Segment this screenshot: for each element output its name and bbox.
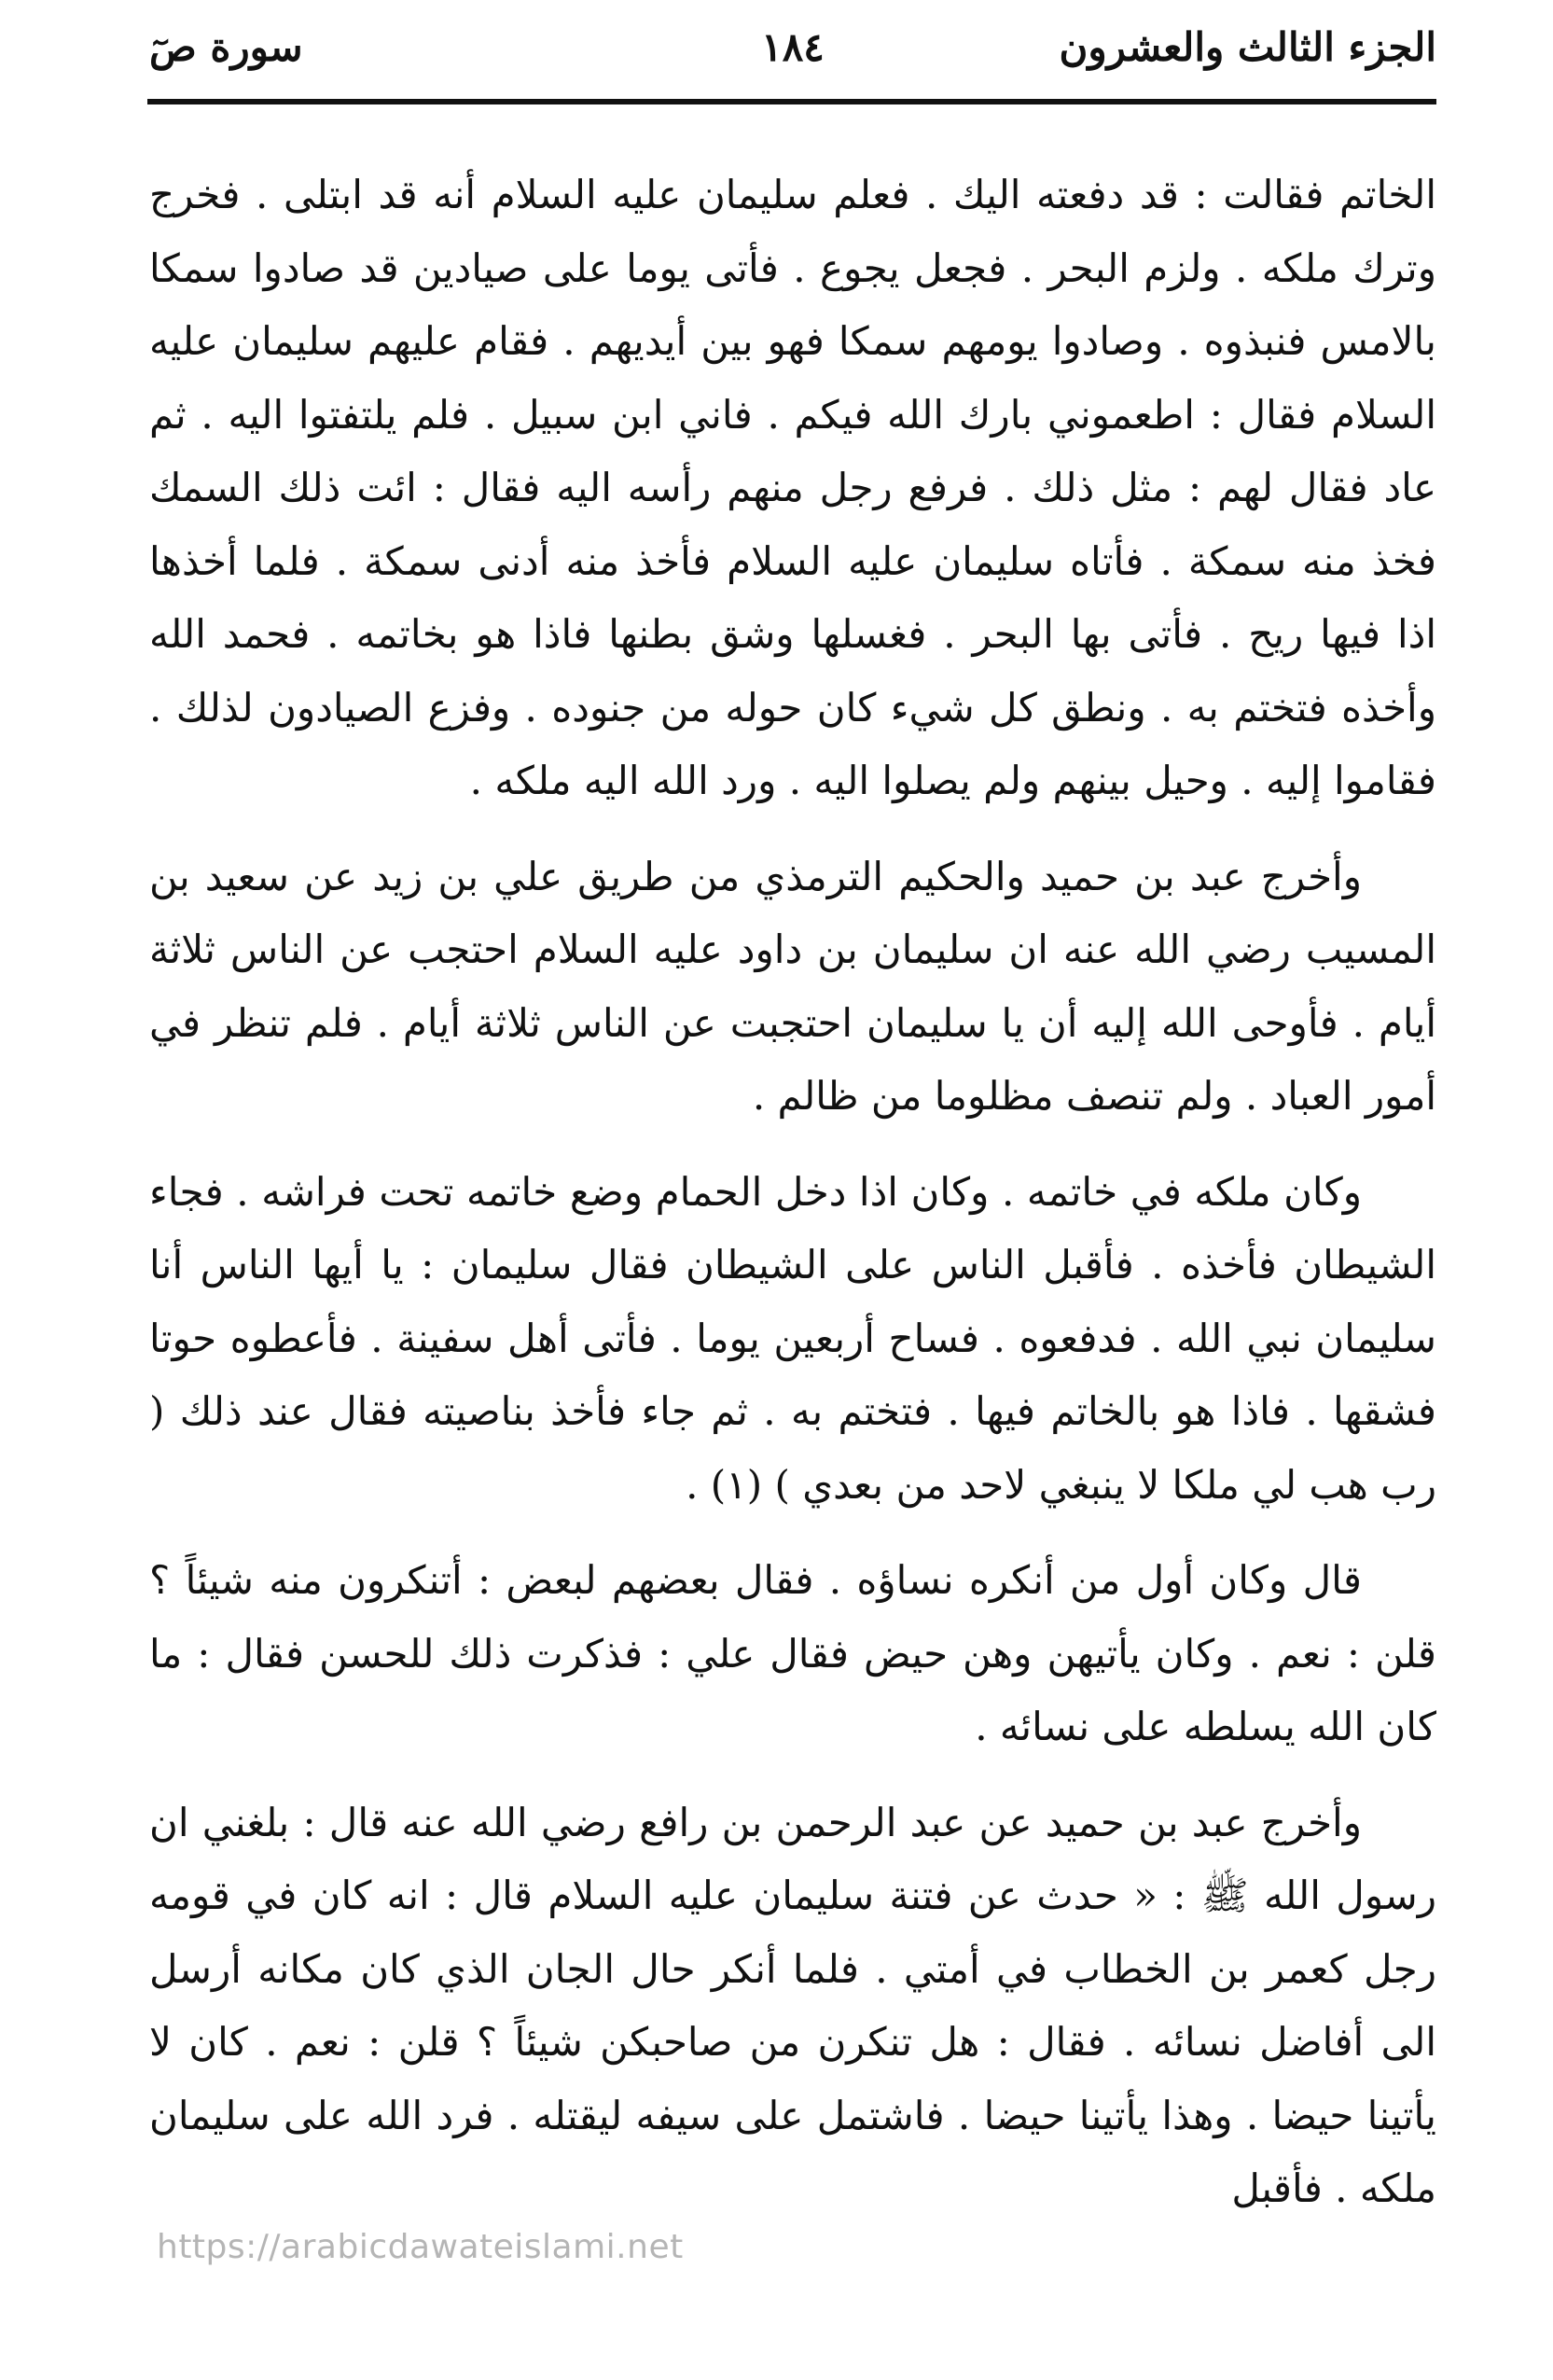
paragraph-5: وأخرج عبد بن حميد عن عبد الرحمن بن رافع رضي الله عنه قال : بلغني ان رسول الله ﷺ : « حدث عن فتنة سليمان عليه السلام قال : انه كان في قومه رجل كعمر بن الخطاب في أمتي . فلما أنكر حال الجان الذي كان مكانه أرسل الى أفاضل نسائه . فقال : هل تنكرن من صاحبكن شيئاً ؟ قلن : نعم . كان لا يأتينا حيضا . وهذا يأتينا حيضا . فاشتمل على سيفه ليقتله . فرد الله على سليمان ملكه . فأقبل	[149, 1799, 1436, 2211]
header-rule	[147, 99, 1436, 104]
paragraph-1: الخاتم فقالت : قد دفعته اليك . فعلم سليمان عليه السلام أنه قد ابتلى . فخرج وترك ملكه . ولزم البحر . فجعل يجوع . فأتى يوما على صيادين قد صادوا سمكا بالامس فنبذوه . وصادوا يومهم سمكا فهو بين أيديهم . فقام عليهم سليمان عليه السلام فقال : اطعموني بارك الله فيكم . فاني ابن سبيل . فلم يلتفتوا اليه . ثم عاد فقال لهم : مثل ذلك . فرفع رجل منهم رأسه اليه فقال : ائت ذلك السمك فخذ منه سمكة . فأتاه سليمان عليه السلام فأخذ منه أدنى سمكة . فلما أخذها اذا فيها ريح . فأتى بها البحر . فغسلها وشق بطنها فاذا هو بخاتمه . فحمد الله وأخذه فتختم به . ونطق كل شيء كان حوله من جنوده . وفزع الصيادون لذلك . فقاموا إليه . وحيل بينهم ولم يصلوا اليه . ورد الله اليه ملكه .	[149, 172, 1436, 803]
page-body	[149, 159, 1436, 2248]
running-head-surah: سورة صٓ	[149, 24, 303, 70]
site-watermark: https://arabicdawateislami.net	[157, 2228, 684, 2266]
running-head-part: الجزء الثالث والعشرون	[1059, 24, 1436, 70]
page-header	[149, 17, 1436, 82]
page-number: ١٨٤	[761, 24, 825, 70]
paragraph-4: قال وكان أول من أنكره نساؤه . فقال بعضهم لبعض : أتنكرون منه شيئاً ؟ قلن : نعم . وكان يأتيهن وهن حيض فقال علي : فذكرت ذلك للحسن فقال : ما كان الله يسلطه على نسائه .	[149, 1557, 1436, 1749]
paragraph-3: وكان ملكه في خاتمه . وكان اذا دخل الحمام وضع خاتمه تحت فراشه . فجاء الشيطان فأخذه . فأقبل الناس على الشيطان فقال سليمان : يا أيها الناس أنا سليمان نبي الله . فدفعوه . فساح أربعين يوما . فأتى أهل سفينة . فأعطوه حوتا فشقها . فاذا هو بالخاتم فيها . فتختم به . ثم جاء فأخذ بناصيته فقال عند ذلك ( رب هب لي ملكا لا ينبغي لاحد من بعدي ) (١) .	[149, 1168, 1436, 1508]
paragraph-2: وأخرج عبد بن حميد والحكيم الترمذي من طريق علي بن زيد عن سعيد بن المسيب رضي الله عنه ان سليمان بن داود عليه السلام احتجب عن الناس ثلاثة أيام . فأوحى الله إليه أن يا سليمان احتجبت عن الناس ثلاثة أيام . فلم تنظر في أمور العباد . ولم تنصف مظلوما من ظالم .	[149, 853, 1436, 1119]
